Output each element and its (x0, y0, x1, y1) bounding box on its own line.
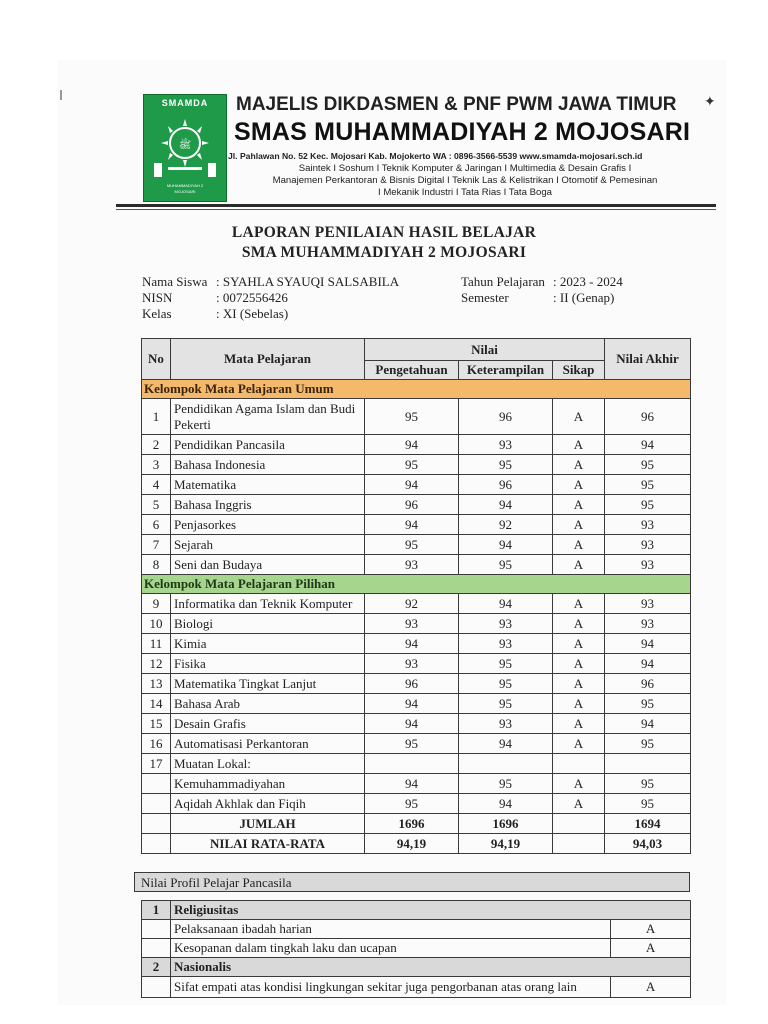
class-label: Kelas (142, 306, 172, 321)
row-akhir: 94 (605, 634, 691, 654)
table-row (142, 714, 691, 734)
row-subject: Bahasa Indonesia (171, 455, 365, 475)
rata-pengetahuan: 94,19 (365, 834, 459, 854)
row-keterampilan: 95 (459, 694, 553, 714)
row-pengetahuan: 93 (365, 614, 459, 634)
row-sikap: A (553, 714, 605, 734)
row-no: 10 (142, 614, 171, 634)
semester-label: Semester (461, 290, 509, 305)
report-subtitle: SMA MUHAMMADIYAH 2 MOJOSARI (241, 244, 527, 261)
table-row (142, 455, 691, 475)
nisn-label: NISN (142, 290, 173, 305)
row-akhir: 96 (605, 399, 691, 435)
jumlah-akhir: 1694 (605, 814, 691, 834)
row-akhir: 94 (605, 654, 691, 674)
row-pengetahuan: 94 (365, 694, 459, 714)
row-akhir: 95 (605, 495, 691, 515)
row-subject: Informatika dan Teknik Komputer (171, 594, 365, 614)
logo-line-2: MOJOSARI (174, 189, 196, 194)
row-pengetahuan: 94 (365, 714, 459, 734)
row-sikap: A (553, 634, 605, 654)
row-subject: Bahasa Inggris (171, 495, 365, 515)
row-pengetahuan: 95 (365, 399, 459, 435)
row-subject: Automatisasi Perkantoran (171, 734, 365, 754)
row-pengetahuan: 94 (365, 435, 459, 455)
profile-row (142, 977, 691, 998)
name-label: Nama Siswa (142, 274, 208, 289)
total-row (142, 814, 691, 834)
letterhead-rule-thick (116, 204, 716, 207)
jumlah-label: JUMLAH (171, 814, 365, 834)
row-akhir: 95 (605, 734, 691, 754)
row-keterampilan: 95 (459, 555, 553, 575)
letterhead-rule-thin (116, 209, 716, 210)
logo-line-1: MUHAMMADIYAH 2 (166, 183, 204, 188)
profile-row (142, 920, 691, 939)
header-pengetahuan: Pengetahuan (365, 361, 459, 380)
row-subject (171, 399, 365, 435)
row-keterampilan: 94 (459, 594, 553, 614)
header-no: No (142, 339, 171, 380)
table-row (142, 399, 691, 435)
row-no: 7 (142, 535, 171, 555)
row-sikap: A (553, 654, 605, 674)
row-sikap: A (553, 734, 605, 754)
school-logo (143, 94, 227, 202)
row-keterampilan: 94 (459, 794, 553, 814)
table-row (142, 614, 691, 634)
row-no: 17 (142, 754, 171, 774)
group-umum-label: Kelompok Mata Pelajaran Umum (142, 380, 691, 399)
row-pengetahuan: 95 (365, 455, 459, 475)
row-no: 9 (142, 594, 171, 614)
average-row (142, 834, 691, 854)
jumlah-keterampilan: 1696 (459, 814, 553, 834)
school-address: Jl. Pahlawan No. 52 Kec. Mojosari Kab. Mojokerto WA : 0896-3566-5539 www.smamda-mojosari.sch.id (228, 151, 643, 161)
programs-line-1: Saintek I Soshum I Teknik Komputer & Jaringan I Multimedia & Desain Grafis I (298, 163, 632, 174)
muhammadiyah-emblem-icon (150, 111, 220, 181)
table-row (142, 515, 691, 535)
table-row (142, 694, 691, 714)
programs-line-2: Manajemen Perkantoran & Bisnis Digital I Teknik Las & Kelistrikan I Otomotif & Pemesinan (272, 175, 658, 186)
row-akhir: 93 (605, 515, 691, 535)
row-keterampilan: 93 (459, 435, 553, 455)
svg-text:ﷺ: ﷺ (178, 140, 192, 151)
row-subject: Biologi (171, 614, 365, 634)
logo-bottom-text (144, 183, 226, 195)
row-pengetahuan: 95 (365, 794, 459, 814)
row-pengetahuan: 94 (365, 774, 459, 794)
row-akhir: 93 (605, 594, 691, 614)
grades-table (141, 338, 691, 854)
row-keterampilan: 95 (459, 654, 553, 674)
profile-section-header: Nilai Profil Pelajar Pancasila (134, 872, 690, 892)
row-akhir: 93 (605, 555, 691, 575)
subject-line-2: Pekerti (174, 416, 211, 432)
row-akhir: 96 (605, 674, 691, 694)
student-name: : SYAHLA SYAUQI SALSABILA (216, 274, 400, 289)
scan-mark (60, 90, 62, 100)
category-no: 1 (142, 901, 171, 920)
category-label: Nasionalis (171, 958, 691, 977)
header-nilai: Nilai (365, 339, 605, 361)
row-pengetahuan: 93 (365, 654, 459, 674)
row-no: 15 (142, 714, 171, 734)
row-subject: Kemuhammadiyahan (171, 774, 365, 794)
group-pilihan-label: Kelompok Mata Pelajaran Pilihan (142, 575, 691, 594)
row-akhir: 95 (605, 794, 691, 814)
semester: : II (Genap) (553, 290, 615, 305)
profile-row (142, 939, 691, 958)
row-no: 12 (142, 654, 171, 674)
row-akhir: 95 (605, 475, 691, 495)
rata-akhir: 94,03 (605, 834, 691, 854)
row-no: 8 (142, 555, 171, 575)
organization-name: MAJELIS DIKDASMEN & PNF PWM JAWA TIMUR (236, 94, 677, 115)
row-no: 6 (142, 515, 171, 535)
row-keterampilan: 94 (459, 535, 553, 555)
table-row (142, 734, 691, 754)
row-akhir: 93 (605, 614, 691, 634)
table-row (142, 634, 691, 654)
row-keterampilan: 94 (459, 734, 553, 754)
row-akhir: 94 (605, 714, 691, 734)
row-no: 14 (142, 694, 171, 714)
row-pengetahuan: 96 (365, 674, 459, 694)
header-subject: Mata Pelajaran (171, 339, 365, 380)
row-subject: Pendidikan Pancasila (171, 435, 365, 455)
row-no: 2 (142, 435, 171, 455)
row-no: 13 (142, 674, 171, 694)
table-row (142, 435, 691, 455)
header-nilai-akhir: Nilai Akhir (605, 339, 691, 380)
rata-keterampilan: 94,19 (459, 834, 553, 854)
header-keterampilan: Keterampilan (459, 361, 553, 380)
academic-year: : 2023 - 2024 (553, 274, 623, 289)
row-pengetahuan: 94 (365, 634, 459, 654)
row-akhir: 95 (605, 694, 691, 714)
year-label: Tahun Pelajaran (461, 274, 545, 289)
row-keterampilan: 94 (459, 495, 553, 515)
row-keterampilan: 93 (459, 614, 553, 634)
row-keterampilan: 96 (459, 399, 553, 435)
row-sikap: A (553, 774, 605, 794)
row-sikap: A (553, 515, 605, 535)
row-pengetahuan: 96 (365, 495, 459, 515)
row-no: 4 (142, 475, 171, 495)
profile-item: Kesopanan dalam tingkah laku dan ucapan (171, 939, 611, 958)
row-subject: Penjasorkes (171, 515, 365, 535)
row-pengetahuan: 92 (365, 594, 459, 614)
row-sikap: A (553, 475, 605, 495)
row-sikap: A (553, 535, 605, 555)
row-sikap: A (553, 694, 605, 714)
row-no: 5 (142, 495, 171, 515)
row-keterampilan: 93 (459, 634, 553, 654)
row-subject: Fisika (171, 654, 365, 674)
row-sikap: A (553, 594, 605, 614)
row-pengetahuan: 94 (365, 475, 459, 495)
rata-label: NILAI RATA-RATA (171, 834, 365, 854)
row-pengetahuan: 95 (365, 535, 459, 555)
row-akhir: 94 (605, 435, 691, 455)
table-row (142, 495, 691, 515)
profile-value: A (611, 939, 691, 958)
row-sikap: A (553, 455, 605, 475)
row-sikap: A (553, 794, 605, 814)
row-keterampilan: 93 (459, 714, 553, 734)
row-no: 11 (142, 634, 171, 654)
row-subject: Desain Grafis (171, 714, 365, 734)
subject-line-1: Pendidikan Agama Islam dan Budi (174, 400, 356, 416)
logo-top-text: SMAMDA (161, 98, 209, 108)
report-title: LAPORAN PENILAIAN HASIL BELAJAR (231, 224, 537, 241)
row-no: 16 (142, 734, 171, 754)
table-row (142, 555, 691, 575)
table-row (142, 674, 691, 694)
row-subject: Kimia (171, 634, 365, 654)
row-sikap: A (553, 674, 605, 694)
table-row (142, 774, 691, 794)
row-keterampilan: 96 (459, 475, 553, 495)
row-subject: Bahasa Arab (171, 694, 365, 714)
category-no: 2 (142, 958, 171, 977)
row-pengetahuan: 93 (365, 555, 459, 575)
row-subject: Aqidah Akhlak dan Fiqih (171, 794, 365, 814)
row-keterampilan: 95 (459, 455, 553, 475)
table-row (142, 594, 691, 614)
row-no: 1 (142, 399, 171, 435)
table-row (142, 475, 691, 495)
profile-item: Pelaksanaan ibadah harian (171, 920, 611, 939)
profile-table (141, 900, 691, 998)
row-no: 3 (142, 455, 171, 475)
row-sikap: A (553, 614, 605, 634)
row-subject: Sejarah (171, 535, 365, 555)
table-row (142, 654, 691, 674)
row-sikap: A (553, 555, 605, 575)
row-subject: Matematika (171, 475, 365, 495)
school-name: SMAS MUHAMMADIYAH 2 MOJOSARI (234, 118, 691, 146)
profile-value: A (611, 977, 691, 998)
category-label: Religiusitas (171, 901, 691, 920)
student-nisn: : 0072556426 (216, 290, 288, 305)
row-akhir: 95 (605, 455, 691, 475)
row-akhir: 95 (605, 774, 691, 794)
row-keterampilan: 95 (459, 774, 553, 794)
row-sikap: A (553, 495, 605, 515)
table-row (142, 794, 691, 814)
table-row (142, 754, 691, 774)
header-sikap: Sikap (553, 361, 605, 380)
scan-dot-icon: ✦ (704, 95, 716, 110)
row-sikap: A (553, 399, 605, 435)
row-sikap: A (553, 435, 605, 455)
row-subject: Matematika Tingkat Lanjut (171, 674, 365, 694)
row-keterampilan: 95 (459, 674, 553, 694)
row-subject: Seni dan Budaya (171, 555, 365, 575)
programs-line-3: I Mekanik Industri I Tata Rias I Tata Boga (377, 187, 553, 198)
profile-value: A (611, 920, 691, 939)
row-keterampilan: 92 (459, 515, 553, 535)
student-class: : XI (Sebelas) (216, 306, 289, 321)
row-pengetahuan: 95 (365, 734, 459, 754)
table-row (142, 535, 691, 555)
profile-item: Sifat empati atas kondisi lingkungan sekitar juga pengorbanan atas orang lain (171, 977, 611, 998)
row-akhir: 93 (605, 535, 691, 555)
muatan-lokal-label: Muatan Lokal: (171, 754, 365, 774)
jumlah-pengetahuan: 1696 (365, 814, 459, 834)
row-pengetahuan: 94 (365, 515, 459, 535)
